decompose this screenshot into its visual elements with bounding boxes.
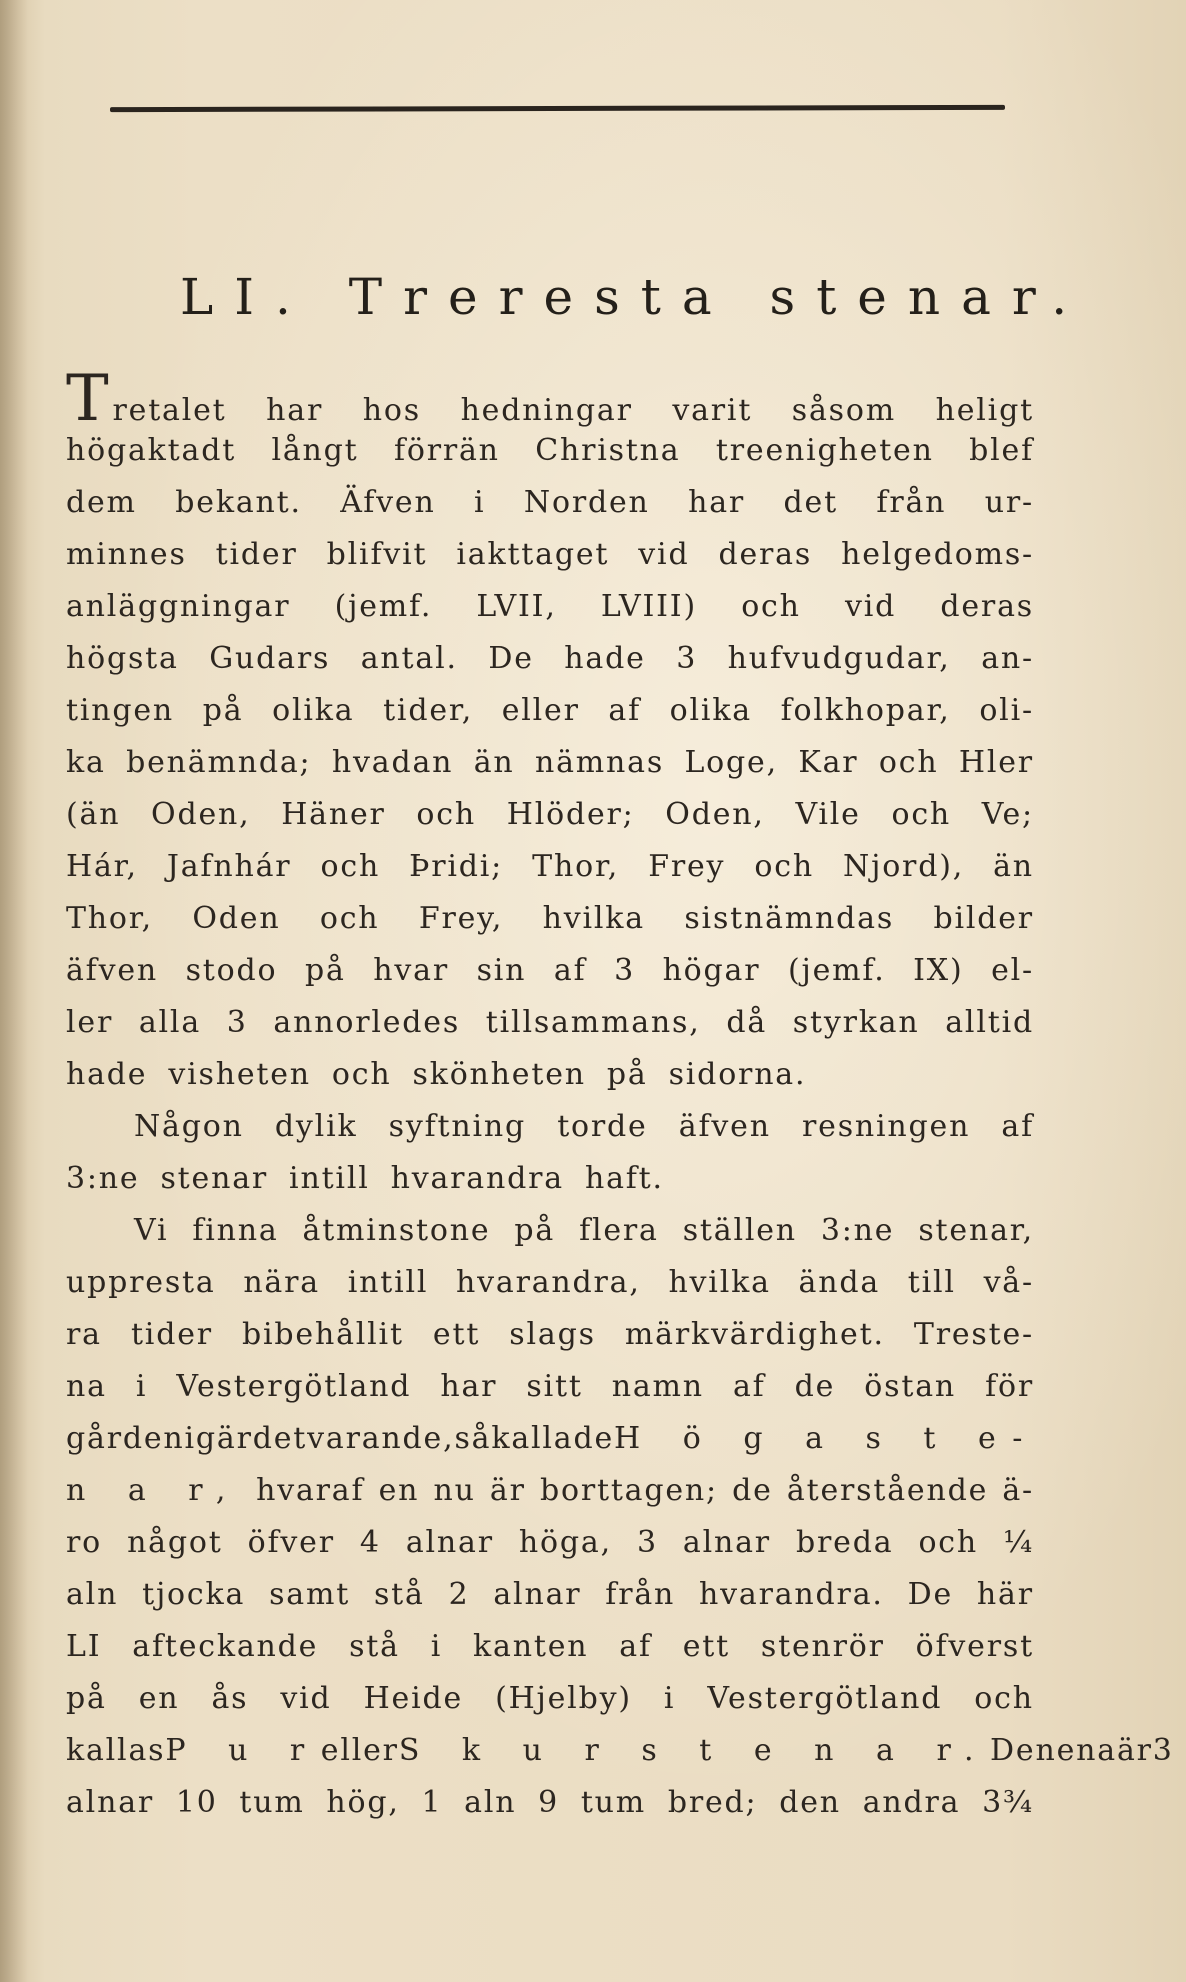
word: 3 xyxy=(636,1525,658,1560)
word: Vi xyxy=(134,1213,169,1248)
word: Thor, xyxy=(66,901,153,936)
text-line xyxy=(66,945,1034,997)
word: eller xyxy=(501,693,580,728)
word: ända xyxy=(798,1265,881,1300)
word: namn xyxy=(611,1369,704,1404)
word: till xyxy=(907,1265,956,1300)
word: alnar xyxy=(405,1525,494,1560)
word: 2 xyxy=(448,1577,470,1612)
word: är xyxy=(489,1473,526,1508)
word: olika xyxy=(272,693,355,728)
word: n a r, xyxy=(66,1473,242,1508)
word: ka xyxy=(66,745,106,780)
word: högsta xyxy=(66,641,179,676)
word: tillsammans, xyxy=(485,1005,701,1040)
section-heading: LI. Treresta stenar. xyxy=(180,268,1089,326)
word: resningen xyxy=(802,1109,971,1144)
word: haft. xyxy=(584,1161,664,1196)
word: och xyxy=(878,745,939,780)
word: tjocka xyxy=(142,1577,246,1612)
text-line xyxy=(66,1257,1034,1309)
word: syftning xyxy=(388,1109,526,1144)
word: är xyxy=(1116,1733,1153,1768)
word: hedningar xyxy=(460,393,633,428)
word: ro xyxy=(66,1525,103,1560)
word: breda xyxy=(796,1525,894,1560)
word: H ö g a s t e- xyxy=(614,1421,1039,1456)
text-line xyxy=(66,841,1034,893)
text-line xyxy=(66,1205,1034,1257)
word: 1 xyxy=(421,1785,443,1820)
word: sidorna. xyxy=(668,1057,807,1092)
text-line xyxy=(66,529,1034,581)
word: kallade xyxy=(491,1421,615,1456)
word: ¼ xyxy=(1003,1525,1034,1560)
word: eller xyxy=(320,1733,399,1768)
word: blef xyxy=(969,433,1034,468)
word: vå- xyxy=(983,1265,1034,1300)
word: höga, xyxy=(518,1525,612,1560)
word: benämnda; xyxy=(126,745,312,780)
word: ur- xyxy=(984,485,1034,520)
word: styrkan xyxy=(792,1005,920,1040)
word: blifvit xyxy=(326,537,428,572)
word: och xyxy=(331,1057,392,1092)
word: öfverst xyxy=(915,1629,1034,1664)
word: 3:ne xyxy=(820,1213,895,1248)
word: såsom xyxy=(791,393,896,428)
word: helgedoms- xyxy=(841,537,1034,572)
word: Ve; xyxy=(981,797,1034,832)
word: så xyxy=(454,1421,492,1456)
word: ett xyxy=(432,1317,481,1352)
word: gården xyxy=(66,1421,185,1456)
text-line xyxy=(66,1153,1034,1205)
word: Hár, xyxy=(66,849,138,884)
word: Gudars xyxy=(209,641,331,676)
word: långt xyxy=(271,433,359,468)
text-line xyxy=(66,685,1034,737)
word: en xyxy=(378,1473,420,1508)
text-line xyxy=(66,477,1034,529)
word: återstående xyxy=(786,1473,989,1508)
word: stodo xyxy=(185,953,278,988)
text-line xyxy=(66,1569,1034,1621)
word: alltid xyxy=(945,1005,1034,1040)
word: nämnas xyxy=(534,745,665,780)
word: Häner xyxy=(281,797,386,832)
word: IX) xyxy=(913,953,964,988)
word: högaktadt xyxy=(66,433,237,468)
word: på xyxy=(66,1681,107,1716)
text-line xyxy=(66,893,1034,945)
word: minnes xyxy=(66,537,187,572)
word: antal. xyxy=(360,641,458,676)
word: än xyxy=(993,849,1034,884)
word: de xyxy=(794,1369,836,1404)
text-line xyxy=(66,1725,1174,1777)
word: dem xyxy=(66,485,137,520)
word: och xyxy=(320,849,381,884)
word: Vile xyxy=(795,797,861,832)
word: aln xyxy=(66,1577,119,1612)
word: intill xyxy=(289,1161,370,1196)
word: kallas xyxy=(66,1733,166,1768)
word: och xyxy=(416,797,476,832)
word: Heide xyxy=(363,1681,464,1716)
word: De xyxy=(907,1577,954,1612)
word: Hlöder; xyxy=(506,797,635,832)
word: Þridi; xyxy=(409,849,504,884)
text-line xyxy=(66,1465,1034,1517)
word: ler xyxy=(66,1005,114,1040)
word: nu xyxy=(433,1473,476,1508)
word: intill xyxy=(347,1265,429,1300)
word: stenar xyxy=(160,1161,269,1196)
word: i xyxy=(663,1681,676,1716)
word: af xyxy=(733,1369,766,1404)
word: Jafnhár xyxy=(166,849,292,884)
word: stenrör xyxy=(760,1629,885,1664)
word: märkvärdighet. xyxy=(624,1317,885,1352)
word: kanten xyxy=(473,1629,589,1664)
header-rule xyxy=(110,105,1005,112)
text-line xyxy=(66,425,1034,477)
word: hade xyxy=(564,641,646,676)
word: sitt xyxy=(526,1369,583,1404)
word: varande, xyxy=(307,1421,455,1456)
word: tingen xyxy=(66,693,175,728)
word: hvilka xyxy=(542,901,645,936)
word: hvadan xyxy=(331,745,454,780)
word: andra xyxy=(862,1785,961,1820)
word: treenigheten xyxy=(715,433,934,468)
word: af xyxy=(619,1629,652,1664)
word: i xyxy=(474,485,486,520)
word: 3 xyxy=(676,641,698,676)
text-line xyxy=(66,1361,1034,1413)
word: 3:ne xyxy=(66,1161,140,1196)
word: 3 xyxy=(226,1005,248,1040)
word: och xyxy=(741,589,801,624)
word: 3 xyxy=(1152,1733,1174,1768)
word: hvaraf xyxy=(256,1473,365,1508)
word: retalet xyxy=(112,393,227,428)
word: (än xyxy=(66,797,121,832)
word: samt xyxy=(269,1577,351,1612)
word: ä- xyxy=(1002,1473,1034,1508)
word: finna xyxy=(192,1213,279,1248)
word: tider xyxy=(215,537,298,572)
word: tum xyxy=(239,1785,305,1820)
word: bekant. xyxy=(175,485,302,520)
text-line xyxy=(66,997,1034,1049)
word: 10 xyxy=(175,1785,218,1820)
word: tum xyxy=(580,1785,647,1820)
word: äfven xyxy=(678,1109,771,1144)
word: på xyxy=(304,953,346,988)
word: en xyxy=(138,1681,180,1716)
word: hvarandra. xyxy=(699,1577,884,1612)
word: folkhopar, xyxy=(780,693,951,728)
word: visheten xyxy=(168,1057,311,1092)
text-line xyxy=(66,581,1034,633)
word: ena xyxy=(1056,1733,1117,1768)
word: östan xyxy=(864,1369,957,1404)
word: Någon xyxy=(134,1109,244,1144)
word: deras xyxy=(718,537,813,572)
word: alnar xyxy=(66,1785,155,1820)
word: ställen xyxy=(682,1213,797,1248)
word: iakttaget xyxy=(456,537,610,572)
word: nära xyxy=(243,1265,320,1300)
word: Christna xyxy=(535,433,681,468)
word: den xyxy=(779,1785,841,1820)
word: sin xyxy=(476,953,527,988)
body-text xyxy=(66,362,1174,1829)
word: på xyxy=(514,1213,556,1248)
word: hvilka xyxy=(668,1265,771,1300)
word: från xyxy=(605,1577,676,1612)
word: 9 xyxy=(538,1785,560,1820)
word: na xyxy=(66,1369,107,1404)
word: LI xyxy=(66,1629,102,1664)
word: och xyxy=(319,901,380,936)
text-line xyxy=(66,789,1034,841)
word: Den xyxy=(990,1733,1057,1768)
word: torde xyxy=(557,1109,648,1144)
word: stenar, xyxy=(918,1213,1034,1248)
word: Hler xyxy=(958,745,1034,780)
word: skönheten xyxy=(412,1057,586,1092)
word: uppresta xyxy=(66,1265,216,1300)
word: alla xyxy=(138,1005,202,1040)
word: bred; xyxy=(667,1785,758,1820)
word: de xyxy=(732,1473,773,1508)
word: då xyxy=(726,1005,768,1040)
word: flera xyxy=(579,1213,659,1248)
word: för xyxy=(985,1369,1034,1404)
word: på xyxy=(606,1057,648,1092)
word: bilder xyxy=(933,901,1034,936)
word: (jemf. xyxy=(787,953,886,988)
word: oli- xyxy=(979,693,1034,728)
word: och xyxy=(754,849,814,884)
word: Äfven xyxy=(340,485,436,520)
word: Treste- xyxy=(913,1317,1034,1352)
word: sistnämndas xyxy=(684,901,895,936)
word: i xyxy=(184,1421,196,1456)
word: och xyxy=(891,797,952,832)
text-line xyxy=(66,1309,1034,1361)
word: annorledes xyxy=(273,1005,461,1040)
word: det xyxy=(783,485,838,520)
word: vid xyxy=(280,1681,332,1716)
word: af xyxy=(1001,1109,1034,1144)
word: alnar xyxy=(682,1525,771,1560)
word: än xyxy=(473,745,515,780)
text-line xyxy=(66,1517,1034,1569)
word: aln xyxy=(464,1785,517,1820)
word: hvarandra, xyxy=(456,1265,641,1300)
word: Vestergötland xyxy=(176,1369,412,1404)
word: ett xyxy=(682,1629,731,1664)
word: Frey xyxy=(648,849,726,884)
text-line xyxy=(66,633,1034,685)
word: har xyxy=(266,393,324,428)
word: och xyxy=(974,1681,1034,1716)
word: något xyxy=(127,1525,223,1560)
word: hade xyxy=(66,1057,148,1092)
word: stå xyxy=(349,1629,400,1664)
word: hos xyxy=(362,393,421,428)
word: Oden xyxy=(192,901,281,936)
word: äfven xyxy=(66,953,159,988)
word: hufvudgudar, xyxy=(727,641,951,676)
word: har xyxy=(440,1369,498,1404)
word: vid xyxy=(638,537,690,572)
word: i xyxy=(430,1629,443,1664)
word: förrän xyxy=(393,433,500,468)
word: slags xyxy=(509,1317,596,1352)
word: hvarandra xyxy=(390,1161,564,1196)
word: alnar xyxy=(493,1577,582,1612)
word: och xyxy=(918,1525,979,1560)
text-line xyxy=(66,1777,1034,1829)
word: deras xyxy=(940,589,1034,624)
text-line xyxy=(66,362,1034,436)
word: LVIII) xyxy=(600,589,697,624)
word: el- xyxy=(991,953,1034,988)
word: afteckande xyxy=(132,1629,319,1664)
word: stå xyxy=(373,1577,425,1612)
drop-cap: T xyxy=(66,362,111,436)
word: i xyxy=(135,1369,148,1404)
word: (jemf. xyxy=(334,589,433,624)
word: Oden, xyxy=(151,797,251,832)
word: åtminstone xyxy=(302,1213,491,1248)
word: De xyxy=(488,641,534,676)
text-line xyxy=(66,1673,1034,1725)
word: tider xyxy=(130,1317,213,1352)
word: an- xyxy=(981,641,1034,676)
word: från xyxy=(876,485,947,520)
word: anläggningar xyxy=(66,589,291,624)
word: här xyxy=(976,1577,1034,1612)
word: Loge, xyxy=(684,745,778,780)
word: S k u r s t e n a r. xyxy=(398,1733,991,1768)
text-line xyxy=(66,737,1034,789)
word: 3 xyxy=(614,953,635,988)
text-line xyxy=(66,1413,1039,1465)
word: hvar xyxy=(373,953,449,988)
word: gärdet xyxy=(195,1421,308,1456)
word: hög, xyxy=(326,1785,400,1820)
word: LVII, xyxy=(476,589,557,624)
text-line xyxy=(66,1101,1034,1153)
text-line xyxy=(66,1621,1034,1673)
word: tider, xyxy=(383,693,474,728)
word: högar xyxy=(662,953,761,988)
word: har xyxy=(688,485,746,520)
word: Norden xyxy=(523,485,650,520)
word: af xyxy=(608,693,642,728)
word: heligt xyxy=(935,393,1034,428)
word: af xyxy=(553,953,587,988)
word: 3¾ xyxy=(982,1785,1034,1820)
word: borttagen; xyxy=(539,1473,718,1508)
word: Thor, xyxy=(532,849,620,884)
word: olika xyxy=(669,693,752,728)
word: ås xyxy=(211,1681,249,1716)
word: Vestergötland xyxy=(707,1681,943,1716)
word: dylik xyxy=(274,1109,358,1144)
word: på xyxy=(202,693,244,728)
word: bibehållit xyxy=(242,1317,404,1352)
word: Njord), xyxy=(843,849,965,884)
word: (Hjelby) xyxy=(495,1681,632,1716)
word: Kar xyxy=(798,745,859,780)
spine-shadow xyxy=(0,0,28,1982)
word: Frey, xyxy=(418,901,504,936)
word: vid xyxy=(845,589,897,624)
word: Oden, xyxy=(665,797,765,832)
word: P u r xyxy=(165,1733,321,1768)
word: ra xyxy=(66,1317,102,1352)
text-line xyxy=(66,1049,1034,1101)
word: varit xyxy=(672,393,753,428)
word: 4 xyxy=(359,1525,381,1560)
word: öfver xyxy=(247,1525,335,1560)
